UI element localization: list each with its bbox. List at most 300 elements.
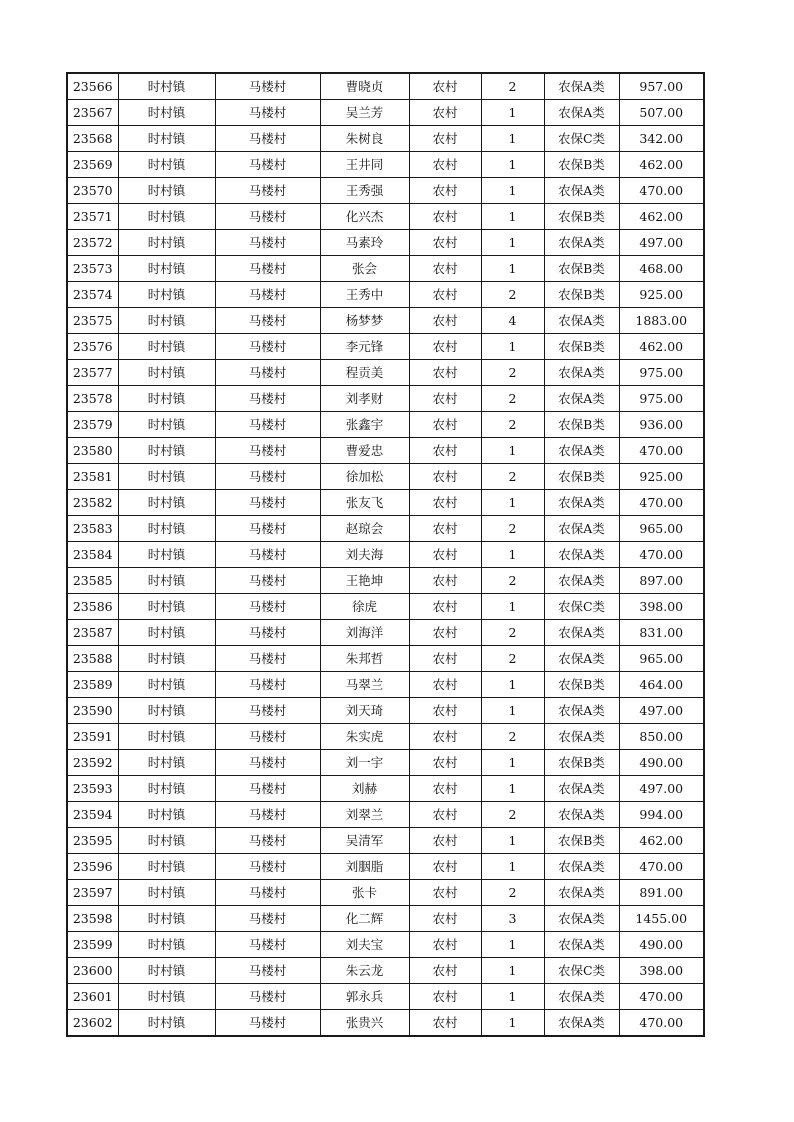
amount-cell: 925.00 [619, 464, 704, 490]
town-cell: 时村镇 [118, 932, 215, 958]
amount-cell: 975.00 [619, 386, 704, 412]
town-cell: 时村镇 [118, 828, 215, 854]
household-type-cell: 农村 [409, 646, 481, 672]
person-count-cell: 2 [481, 386, 544, 412]
person-count-cell: 2 [481, 724, 544, 750]
amount-cell: 507.00 [619, 100, 704, 126]
amount-cell: 936.00 [619, 412, 704, 438]
village-cell: 马楼村 [215, 594, 320, 620]
table-row [67, 282, 704, 308]
name-cell: 刘赫 [320, 776, 409, 802]
name-cell: 曹爱忠 [320, 438, 409, 464]
record-number-cell: 23585 [67, 568, 118, 594]
village-cell: 马楼村 [215, 230, 320, 256]
town-cell: 时村镇 [118, 152, 215, 178]
person-count-cell: 1 [481, 932, 544, 958]
table-row [67, 438, 704, 464]
record-number-cell: 23571 [67, 204, 118, 230]
person-count-cell: 2 [481, 802, 544, 828]
name-cell: 张友飞 [320, 490, 409, 516]
table-row [67, 672, 704, 698]
person-count-cell: 2 [481, 73, 544, 100]
amount-cell: 398.00 [619, 594, 704, 620]
village-cell: 马楼村 [215, 73, 320, 100]
village-cell: 马楼村 [215, 438, 320, 464]
town-cell: 时村镇 [118, 802, 215, 828]
insurance-class-cell: 农保A类 [544, 724, 619, 750]
table-row [67, 126, 704, 152]
insurance-class-cell: 农保B类 [544, 204, 619, 230]
amount-cell: 470.00 [619, 1010, 704, 1037]
name-cell: 王井同 [320, 152, 409, 178]
insurance-class-cell: 农保A类 [544, 73, 619, 100]
household-type-cell: 农村 [409, 542, 481, 568]
record-number-cell: 23577 [67, 360, 118, 386]
town-cell: 时村镇 [118, 880, 215, 906]
insurance-class-cell: 农保A类 [544, 802, 619, 828]
person-count-cell: 1 [481, 256, 544, 282]
name-cell: 朱云龙 [320, 958, 409, 984]
table-row [67, 776, 704, 802]
record-number-cell: 23591 [67, 724, 118, 750]
name-cell: 张卡 [320, 880, 409, 906]
record-number-cell: 23569 [67, 152, 118, 178]
table-row [67, 516, 704, 542]
insurance-class-cell: 农保A类 [544, 386, 619, 412]
town-cell: 时村镇 [118, 308, 215, 334]
town-cell: 时村镇 [118, 568, 215, 594]
town-cell: 时村镇 [118, 776, 215, 802]
household-type-cell: 农村 [409, 776, 481, 802]
amount-cell: 464.00 [619, 672, 704, 698]
table-row [67, 906, 704, 932]
village-cell: 马楼村 [215, 828, 320, 854]
amount-cell: 470.00 [619, 854, 704, 880]
household-type-cell: 农村 [409, 100, 481, 126]
insurance-class-cell: 农保C类 [544, 594, 619, 620]
town-cell: 时村镇 [118, 438, 215, 464]
person-count-cell: 2 [481, 360, 544, 386]
table-row [67, 334, 704, 360]
town-cell: 时村镇 [118, 1010, 215, 1037]
table-row [67, 204, 704, 230]
insurance-class-cell: 农保B类 [544, 828, 619, 854]
household-type-cell: 农村 [409, 178, 481, 204]
insurance-class-cell: 农保B类 [544, 282, 619, 308]
amount-cell: 462.00 [619, 152, 704, 178]
person-count-cell: 1 [481, 100, 544, 126]
household-type-cell: 农村 [409, 750, 481, 776]
table-row [67, 828, 704, 854]
person-count-cell: 1 [481, 334, 544, 360]
person-count-cell: 1 [481, 750, 544, 776]
name-cell: 曹晓贞 [320, 73, 409, 100]
person-count-cell: 1 [481, 230, 544, 256]
amount-cell: 398.00 [619, 958, 704, 984]
household-type-cell: 农村 [409, 672, 481, 698]
table-row [67, 1010, 704, 1037]
insurance-class-cell: 农保B类 [544, 464, 619, 490]
record-number-cell: 23600 [67, 958, 118, 984]
person-count-cell: 1 [481, 490, 544, 516]
amount-cell: 1883.00 [619, 308, 704, 334]
household-type-cell: 农村 [409, 230, 481, 256]
amount-cell: 831.00 [619, 620, 704, 646]
village-cell: 马楼村 [215, 802, 320, 828]
record-number-cell: 23573 [67, 256, 118, 282]
village-cell: 马楼村 [215, 126, 320, 152]
amount-cell: 850.00 [619, 724, 704, 750]
amount-cell: 462.00 [619, 828, 704, 854]
village-cell: 马楼村 [215, 308, 320, 334]
record-number-cell: 23580 [67, 438, 118, 464]
record-number-cell: 23593 [67, 776, 118, 802]
village-cell: 马楼村 [215, 750, 320, 776]
person-count-cell: 1 [481, 178, 544, 204]
name-cell: 刘天琦 [320, 698, 409, 724]
amount-cell: 470.00 [619, 542, 704, 568]
household-type-cell: 农村 [409, 73, 481, 100]
table-row [67, 178, 704, 204]
village-cell: 马楼村 [215, 854, 320, 880]
record-number-cell: 23588 [67, 646, 118, 672]
name-cell: 吴兰芳 [320, 100, 409, 126]
household-type-cell: 农村 [409, 204, 481, 230]
record-number-cell: 23579 [67, 412, 118, 438]
household-type-cell: 农村 [409, 1010, 481, 1037]
insurance-class-cell: 农保A类 [544, 568, 619, 594]
insurance-class-cell: 农保C类 [544, 958, 619, 984]
town-cell: 时村镇 [118, 204, 215, 230]
village-cell: 马楼村 [215, 880, 320, 906]
household-type-cell: 农村 [409, 256, 481, 282]
town-cell: 时村镇 [118, 386, 215, 412]
person-count-cell: 1 [481, 204, 544, 230]
household-type-cell: 农村 [409, 412, 481, 438]
name-cell: 王艳坤 [320, 568, 409, 594]
village-cell: 马楼村 [215, 464, 320, 490]
insurance-class-cell: 农保A类 [544, 646, 619, 672]
record-number-cell: 23582 [67, 490, 118, 516]
table-row [67, 984, 704, 1010]
person-count-cell: 1 [481, 698, 544, 724]
amount-cell: 470.00 [619, 984, 704, 1010]
record-number-cell: 23567 [67, 100, 118, 126]
amount-cell: 490.00 [619, 750, 704, 776]
household-type-cell: 农村 [409, 880, 481, 906]
town-cell: 时村镇 [118, 854, 215, 880]
table-row [67, 646, 704, 672]
town-cell: 时村镇 [118, 698, 215, 724]
village-cell: 马楼村 [215, 360, 320, 386]
insurance-class-cell: 农保A类 [544, 984, 619, 1010]
insurance-class-cell: 农保B类 [544, 412, 619, 438]
name-cell: 郭永兵 [320, 984, 409, 1010]
table-row [67, 568, 704, 594]
name-cell: 朱实虎 [320, 724, 409, 750]
town-cell: 时村镇 [118, 906, 215, 932]
household-type-cell: 农村 [409, 906, 481, 932]
record-number-cell: 23583 [67, 516, 118, 542]
person-count-cell: 1 [481, 828, 544, 854]
table-row [67, 750, 704, 776]
village-cell: 马楼村 [215, 178, 320, 204]
person-count-cell: 4 [481, 308, 544, 334]
household-type-cell: 农村 [409, 464, 481, 490]
name-cell: 杨梦梦 [320, 308, 409, 334]
table-row [67, 386, 704, 412]
village-cell: 马楼村 [215, 490, 320, 516]
person-count-cell: 1 [481, 542, 544, 568]
name-cell: 张鑫宇 [320, 412, 409, 438]
household-type-cell: 农村 [409, 802, 481, 828]
table-row [67, 464, 704, 490]
name-cell: 徐虎 [320, 594, 409, 620]
village-cell: 马楼村 [215, 516, 320, 542]
village-cell: 马楼村 [215, 672, 320, 698]
name-cell: 朱邦哲 [320, 646, 409, 672]
household-type-cell: 农村 [409, 516, 481, 542]
village-cell: 马楼村 [215, 412, 320, 438]
town-cell: 时村镇 [118, 542, 215, 568]
village-cell: 马楼村 [215, 620, 320, 646]
name-cell: 张会 [320, 256, 409, 282]
person-count-cell: 1 [481, 672, 544, 698]
name-cell: 马素玲 [320, 230, 409, 256]
insurance-class-cell: 农保A类 [544, 620, 619, 646]
insurance-class-cell: 农保A类 [544, 230, 619, 256]
name-cell: 王秀强 [320, 178, 409, 204]
record-number-cell: 23589 [67, 672, 118, 698]
person-count-cell: 1 [481, 438, 544, 464]
amount-cell: 470.00 [619, 178, 704, 204]
town-cell: 时村镇 [118, 958, 215, 984]
record-number-cell: 23566 [67, 73, 118, 100]
household-type-cell: 农村 [409, 126, 481, 152]
insurance-class-cell: 农保A类 [544, 776, 619, 802]
record-number-cell: 23590 [67, 698, 118, 724]
table-row [67, 490, 704, 516]
village-cell: 马楼村 [215, 776, 320, 802]
insurance-class-cell: 农保B类 [544, 750, 619, 776]
insurance-class-cell: 农保A类 [544, 178, 619, 204]
name-cell: 马翠兰 [320, 672, 409, 698]
household-type-cell: 农村 [409, 724, 481, 750]
name-cell: 刘孝财 [320, 386, 409, 412]
record-number-cell: 23602 [67, 1010, 118, 1037]
household-type-cell: 农村 [409, 594, 481, 620]
insurance-class-cell: 农保A类 [544, 308, 619, 334]
village-cell: 马楼村 [215, 724, 320, 750]
household-type-cell: 农村 [409, 984, 481, 1010]
person-count-cell: 2 [481, 282, 544, 308]
name-cell: 程贡美 [320, 360, 409, 386]
insurance-class-cell: 农保A类 [544, 490, 619, 516]
table-row [67, 880, 704, 906]
household-type-cell: 农村 [409, 282, 481, 308]
village-cell: 马楼村 [215, 334, 320, 360]
amount-cell: 497.00 [619, 776, 704, 802]
insurance-class-cell: 农保A类 [544, 360, 619, 386]
record-number-cell: 23581 [67, 464, 118, 490]
town-cell: 时村镇 [118, 256, 215, 282]
village-cell: 马楼村 [215, 698, 320, 724]
name-cell: 刘胭脂 [320, 854, 409, 880]
household-type-cell: 农村 [409, 620, 481, 646]
insurance-class-cell: 农保B类 [544, 334, 619, 360]
town-cell: 时村镇 [118, 126, 215, 152]
person-count-cell: 1 [481, 126, 544, 152]
town-cell: 时村镇 [118, 73, 215, 100]
record-number-cell: 23596 [67, 854, 118, 880]
household-type-cell: 农村 [409, 828, 481, 854]
town-cell: 时村镇 [118, 516, 215, 542]
record-number-cell: 23574 [67, 282, 118, 308]
village-cell: 马楼村 [215, 256, 320, 282]
amount-cell: 497.00 [619, 230, 704, 256]
person-count-cell: 2 [481, 646, 544, 672]
amount-cell: 462.00 [619, 204, 704, 230]
record-number-cell: 23598 [67, 906, 118, 932]
amount-cell: 897.00 [619, 568, 704, 594]
table-row [67, 932, 704, 958]
table-row [67, 152, 704, 178]
village-cell: 马楼村 [215, 568, 320, 594]
name-cell: 李元锋 [320, 334, 409, 360]
table-row [67, 308, 704, 334]
amount-cell: 470.00 [619, 438, 704, 464]
town-cell: 时村镇 [118, 620, 215, 646]
name-cell: 刘夫宝 [320, 932, 409, 958]
amount-cell: 1455.00 [619, 906, 704, 932]
village-cell: 马楼村 [215, 542, 320, 568]
table-row [67, 854, 704, 880]
name-cell: 刘一宇 [320, 750, 409, 776]
village-cell: 马楼村 [215, 204, 320, 230]
amount-cell: 965.00 [619, 646, 704, 672]
amount-cell: 490.00 [619, 932, 704, 958]
insurance-class-cell: 农保B类 [544, 256, 619, 282]
table-row [67, 256, 704, 282]
amount-cell: 994.00 [619, 802, 704, 828]
record-number-cell: 23575 [67, 308, 118, 334]
village-cell: 马楼村 [215, 958, 320, 984]
town-cell: 时村镇 [118, 724, 215, 750]
name-cell: 赵琼会 [320, 516, 409, 542]
table-row [67, 724, 704, 750]
amount-cell: 497.00 [619, 698, 704, 724]
town-cell: 时村镇 [118, 594, 215, 620]
record-number-cell: 23599 [67, 932, 118, 958]
roster-table [66, 72, 705, 1037]
person-count-cell: 2 [481, 516, 544, 542]
household-type-cell: 农村 [409, 854, 481, 880]
town-cell: 时村镇 [118, 646, 215, 672]
name-cell: 吴清军 [320, 828, 409, 854]
record-number-cell: 23587 [67, 620, 118, 646]
record-number-cell: 23572 [67, 230, 118, 256]
town-cell: 时村镇 [118, 464, 215, 490]
amount-cell: 965.00 [619, 516, 704, 542]
person-count-cell: 1 [481, 1010, 544, 1037]
amount-cell: 957.00 [619, 73, 704, 100]
person-count-cell: 2 [481, 412, 544, 438]
insurance-class-cell: 农保A类 [544, 932, 619, 958]
table-row [67, 802, 704, 828]
table-row [67, 594, 704, 620]
village-cell: 马楼村 [215, 932, 320, 958]
household-type-cell: 农村 [409, 958, 481, 984]
table-row [67, 73, 704, 100]
name-cell: 徐加松 [320, 464, 409, 490]
name-cell: 张贵兴 [320, 1010, 409, 1037]
table-row [67, 620, 704, 646]
person-count-cell: 3 [481, 906, 544, 932]
record-number-cell: 23592 [67, 750, 118, 776]
insurance-class-cell: 农保A类 [544, 880, 619, 906]
roster-body [67, 73, 704, 1036]
amount-cell: 342.00 [619, 126, 704, 152]
person-count-cell: 1 [481, 854, 544, 880]
insurance-class-cell: 农保A类 [544, 698, 619, 724]
name-cell: 刘海洋 [320, 620, 409, 646]
household-type-cell: 农村 [409, 698, 481, 724]
table-row [67, 230, 704, 256]
person-count-cell: 1 [481, 594, 544, 620]
record-number-cell: 23576 [67, 334, 118, 360]
town-cell: 时村镇 [118, 178, 215, 204]
household-type-cell: 农村 [409, 568, 481, 594]
name-cell: 刘夫海 [320, 542, 409, 568]
town-cell: 时村镇 [118, 230, 215, 256]
household-type-cell: 农村 [409, 152, 481, 178]
person-count-cell: 2 [481, 568, 544, 594]
insurance-class-cell: 农保A类 [544, 906, 619, 932]
amount-cell: 462.00 [619, 334, 704, 360]
amount-cell: 975.00 [619, 360, 704, 386]
insurance-class-cell: 农保A类 [544, 854, 619, 880]
town-cell: 时村镇 [118, 984, 215, 1010]
household-type-cell: 农村 [409, 386, 481, 412]
person-count-cell: 1 [481, 776, 544, 802]
table-row [67, 542, 704, 568]
village-cell: 马楼村 [215, 282, 320, 308]
name-cell: 刘翠兰 [320, 802, 409, 828]
name-cell: 化二辉 [320, 906, 409, 932]
insurance-class-cell: 农保B类 [544, 152, 619, 178]
person-count-cell: 2 [481, 620, 544, 646]
record-number-cell: 23578 [67, 386, 118, 412]
amount-cell: 925.00 [619, 282, 704, 308]
record-number-cell: 23570 [67, 178, 118, 204]
table-row [67, 412, 704, 438]
insurance-class-cell: 农保C类 [544, 126, 619, 152]
person-count-cell: 1 [481, 152, 544, 178]
village-cell: 马楼村 [215, 100, 320, 126]
person-count-cell: 1 [481, 958, 544, 984]
town-cell: 时村镇 [118, 100, 215, 126]
record-number-cell: 23586 [67, 594, 118, 620]
table-row [67, 698, 704, 724]
name-cell: 朱树良 [320, 126, 409, 152]
village-cell: 马楼村 [215, 646, 320, 672]
person-count-cell: 2 [481, 464, 544, 490]
town-cell: 时村镇 [118, 360, 215, 386]
town-cell: 时村镇 [118, 672, 215, 698]
household-type-cell: 农村 [409, 490, 481, 516]
town-cell: 时村镇 [118, 282, 215, 308]
town-cell: 时村镇 [118, 490, 215, 516]
